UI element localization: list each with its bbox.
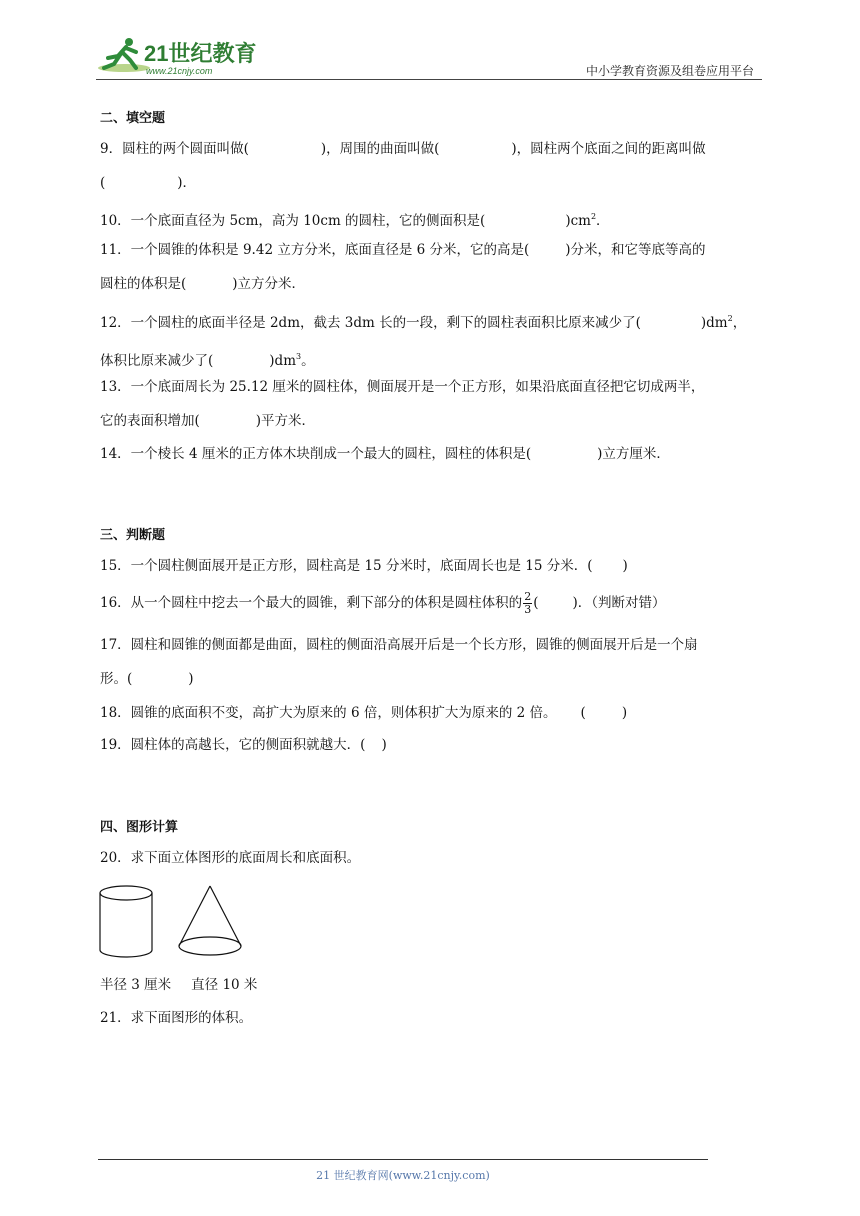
question-12: 12．一个圆柱的底面半径是 2dm，截去 3dm 长的一段，剩下的圆柱表面积比原来减少了( )$dm^2$， 体积比原来减少了( )$dm^3$。 (100, 314, 747, 369)
fraction-two-thirds: $\frac{2}{3}$ (524, 590, 532, 616)
question-14: 14．一个棱长 4 厘米的正方体木块削成一个最大的圆柱，圆柱的体积是( )立方厘米． (100, 446, 670, 462)
footer-link[interactable]: 21 世纪教育网(www.21cnjy.com) (316, 1169, 490, 1182)
question-9: 9．圆柱的两个圆面叫做( )，周围的曲面叫做( )，圆柱两个底面之间的距离叫做 ( )． (100, 141, 706, 191)
question-21: 21．求下面图形的体积。 (100, 1010, 253, 1026)
question-20: 20．求下面立体图形的底面周长和底面积。 (100, 850, 361, 866)
question-15: 15．一个圆柱侧面展开是正方形，圆柱高是 15 分米时，底面周长也是 15 分米．( ) (100, 558, 628, 574)
question-19: 19．圆柱体的高越长，它的侧面积就越大．( ) (100, 737, 387, 753)
footer-rule (98, 1159, 708, 1160)
logo-text: 21世纪教育 (144, 41, 257, 66)
runner-icon (98, 38, 150, 72)
section-title-calc: 四、图形计算 (100, 820, 179, 835)
section-title-judge: 三、判断题 (100, 528, 166, 543)
section-title-fill: 二、填空题 (100, 111, 166, 126)
logo-url: www.21cnjy.com (146, 66, 213, 76)
question-11: 11．一个圆锥的体积是 9.42 立方分米，底面直径是 6 分米，它的高是( )分米，和它等底等高的 圆柱的体积是( )立方分米． (100, 242, 706, 292)
header-rule (96, 79, 762, 80)
cylinder-figure (100, 886, 152, 957)
figure-captions (100, 973, 257, 993)
solid-figures (96, 884, 256, 964)
question-18: 18．圆锥的底面积不变，高扩大为原来的 6 倍，则体积扩大为原来的 2 倍。 ( ) (100, 705, 628, 721)
question-10: 10．一个底面直径为 5cm，高为 10cm 的圆柱，它的侧面积是( )$cm^2$． (100, 212, 610, 229)
question-13: 13．一个底面周长为 25.12 厘米的圆柱体，侧面展开是一个正方形，如果沿底面直径把它切成两半， 它的表面积增加( )平方米． (100, 379, 705, 429)
cone-caption: 直径 10 米 (191, 977, 258, 993)
question-17: 17．圆柱和圆锥的侧面都是曲面，圆柱的侧面沿高展开后是一个长方形，圆锥的侧面展开后是一个扇 形。( ) (100, 637, 698, 687)
cylinder-caption: 半径 3 厘米 (100, 977, 172, 993)
cone-figure (179, 886, 241, 955)
question-16: 16．从一个圆柱中挖去一个最大的圆锥，剩下部分的体积是圆柱体积的 $\frac{2}{3}$ ( )．（判断对错） (100, 590, 666, 616)
site-logo (96, 34, 266, 80)
header-platform-text: 中小学教育资源及组卷应用平台 (585, 64, 754, 78)
